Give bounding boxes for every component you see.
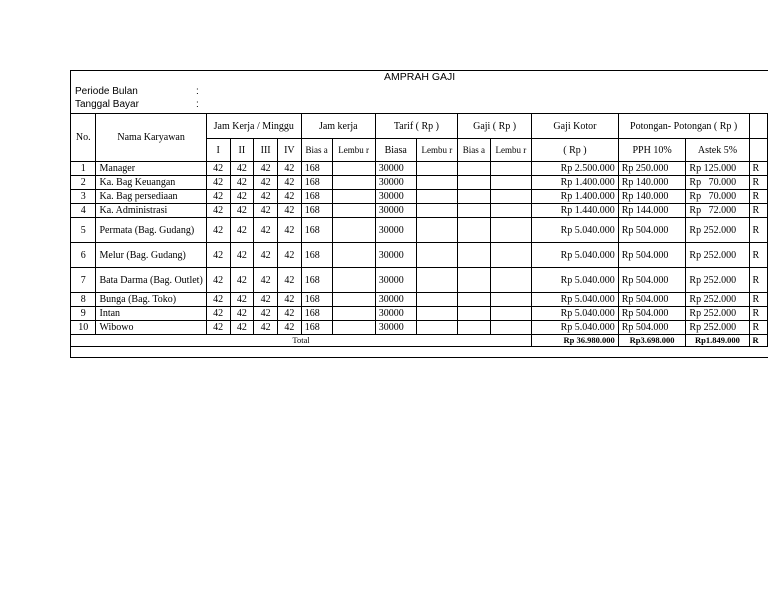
table-row — [71, 321, 768, 335]
table-row — [71, 162, 768, 176]
cell-w2: 42 — [230, 268, 254, 293]
cell-w1: 42 — [206, 162, 230, 176]
cell-astek: Rp 252.000 — [686, 321, 749, 335]
cell-extra: R — [749, 190, 767, 204]
cell-kotor: Rp 5.040.000 — [532, 321, 619, 335]
tanggal-colon: : — [196, 99, 199, 110]
cell-pph: Rp 144.000 — [618, 204, 686, 218]
cell-extra: R — [749, 218, 767, 243]
cell-extra: R — [749, 307, 767, 321]
header-no: No. — [71, 114, 96, 162]
cell-no: 7 — [71, 268, 96, 293]
cell-w1: 42 — [206, 190, 230, 204]
cell-w4: 42 — [277, 204, 301, 218]
cell-tarif-lembur — [416, 243, 458, 268]
cell-w1: 42 — [206, 268, 230, 293]
cell-extra: R — [749, 204, 767, 218]
cell-w3: 42 — [254, 243, 278, 268]
cell-astek: Rp 70.000 — [686, 190, 749, 204]
cell-extra: R — [749, 176, 767, 190]
cell-tarif-lembur — [416, 293, 458, 307]
cell-jam: 168 — [301, 268, 332, 293]
total-pph: Rp3.698.000 — [618, 335, 686, 347]
cell-gaji-biasa — [458, 243, 491, 268]
cell-tarif-lembur — [416, 307, 458, 321]
cell-w4: 42 — [277, 293, 301, 307]
table-row — [71, 243, 768, 268]
cell-pph: Rp 504.000 — [618, 293, 686, 307]
cell-kotor: Rp 5.040.000 — [532, 218, 619, 243]
cell-w3: 42 — [254, 218, 278, 243]
cell-tarif-lembur — [416, 204, 458, 218]
cell-no: 1 — [71, 162, 96, 176]
periode-label: Periode Bulan — [75, 86, 138, 97]
cell-gaji-lembur — [490, 307, 532, 321]
cell-tarif: 30000 — [375, 218, 416, 243]
cell-gaji-lembur — [490, 243, 532, 268]
cell-w2: 42 — [230, 190, 254, 204]
table-row — [71, 307, 768, 321]
cell-lembur — [332, 218, 375, 243]
header-week-1: I — [206, 139, 230, 162]
cell-kotor: Rp 5.040.000 — [532, 307, 619, 321]
cell-nama: Melur (Bag. Gudang) — [96, 243, 206, 268]
cell-nama: Manager — [96, 162, 206, 176]
header-gaji-kotor: Gaji Kotor — [532, 114, 619, 139]
cell-jam: 168 — [301, 218, 332, 243]
header-gaji-biasa: Bias a — [458, 139, 491, 162]
cell-gaji-biasa — [458, 268, 491, 293]
cell-jam: 168 — [301, 162, 332, 176]
header-week-3: III — [254, 139, 278, 162]
cell-tarif-lembur — [416, 218, 458, 243]
cell-w1: 42 — [206, 176, 230, 190]
cell-pph: Rp 504.000 — [618, 321, 686, 335]
cell-extra: R — [749, 268, 767, 293]
cell-w2: 42 — [230, 293, 254, 307]
cell-no: 8 — [71, 293, 96, 307]
cell-jam: 168 — [301, 307, 332, 321]
cell-w1: 42 — [206, 243, 230, 268]
cell-astek: Rp 252.000 — [686, 293, 749, 307]
header-row-1 — [71, 114, 768, 139]
periode-colon: : — [196, 86, 199, 97]
table-row — [71, 293, 768, 307]
cell-astek: Rp 252.000 — [686, 307, 749, 321]
header-tarif-biasa: Biasa — [375, 139, 416, 162]
cell-w4: 42 — [277, 176, 301, 190]
cell-w3: 42 — [254, 204, 278, 218]
cell-no: 9 — [71, 307, 96, 321]
cell-gaji-biasa — [458, 218, 491, 243]
cell-gaji-lembur — [490, 176, 532, 190]
cell-pph: Rp 504.000 — [618, 218, 686, 243]
cell-w3: 42 — [254, 190, 278, 204]
cell-nama: Permata (Bag. Gudang) — [96, 218, 206, 243]
cell-lembur — [332, 176, 375, 190]
header-rp: ( Rp ) — [532, 139, 619, 162]
cell-astek: Rp 252.000 — [686, 243, 749, 268]
cell-tarif: 30000 — [375, 176, 416, 190]
cell-pph: Rp 140.000 — [618, 176, 686, 190]
cell-pph: Rp 250.000 — [618, 162, 686, 176]
cell-tarif-lembur — [416, 190, 458, 204]
header-week-2: II — [230, 139, 254, 162]
cell-astek: Rp 125.000 — [686, 162, 749, 176]
cell-w1: 42 — [206, 321, 230, 335]
cell-jam: 168 — [301, 190, 332, 204]
cell-tarif-lembur — [416, 321, 458, 335]
cell-w2: 42 — [230, 162, 254, 176]
cell-gaji-lembur — [490, 190, 532, 204]
cell-lembur — [332, 190, 375, 204]
cell-astek: Rp 252.000 — [686, 268, 749, 293]
cell-extra: R — [749, 293, 767, 307]
cell-pph: Rp 504.000 — [618, 243, 686, 268]
header-gaji-lembur: Lembu r — [490, 139, 532, 162]
tanggal-label: Tanggal Bayar — [75, 99, 139, 110]
cell-w2: 42 — [230, 218, 254, 243]
cell-astek: Rp 72.000 — [686, 204, 749, 218]
cell-kotor: Rp 1.440.000 — [532, 204, 619, 218]
cell-astek: Rp 252.000 — [686, 218, 749, 243]
header-tarif-lembur: Lembu r — [416, 139, 458, 162]
cell-nama: Intan — [96, 307, 206, 321]
cell-tarif: 30000 — [375, 204, 416, 218]
cell-jam: 168 — [301, 243, 332, 268]
cell-no: 5 — [71, 218, 96, 243]
cell-tarif: 30000 — [375, 293, 416, 307]
total-astek: Rp1.849.000 — [686, 335, 749, 347]
total-row — [71, 335, 768, 347]
cell-no: 10 — [71, 321, 96, 335]
cell-jam: 168 — [301, 176, 332, 190]
cell-gaji-lembur — [490, 321, 532, 335]
cell-kotor: Rp 5.040.000 — [532, 268, 619, 293]
cell-w4: 42 — [277, 307, 301, 321]
cell-extra: R — [749, 321, 767, 335]
cell-gaji-biasa — [458, 293, 491, 307]
cell-nama: Bata Darma (Bag. Outlet) — [96, 268, 206, 293]
cell-w3: 42 — [254, 176, 278, 190]
cell-lembur — [332, 243, 375, 268]
cell-kotor: Rp 1.400.000 — [532, 176, 619, 190]
cell-gaji-biasa — [458, 321, 491, 335]
cell-nama: Ka. Bag Keuangan — [96, 176, 206, 190]
header-jam-lembur: Lembu r — [332, 139, 375, 162]
header-pph: PPH 10% — [618, 139, 686, 162]
cell-w3: 42 — [254, 268, 278, 293]
cell-gaji-lembur — [490, 218, 532, 243]
payroll-table — [70, 113, 768, 347]
total-kotor: Rp 36.980.000 — [532, 335, 619, 347]
cell-gaji-biasa — [458, 307, 491, 321]
cell-gaji-biasa — [458, 176, 491, 190]
cell-nama: Wibowo — [96, 321, 206, 335]
cell-w2: 42 — [230, 204, 254, 218]
cell-w2: 42 — [230, 321, 254, 335]
cell-no: 3 — [71, 190, 96, 204]
cell-gaji-biasa — [458, 204, 491, 218]
cell-gaji-lembur — [490, 268, 532, 293]
header-week-4: IV — [277, 139, 301, 162]
cell-tarif: 30000 — [375, 243, 416, 268]
cell-no: 2 — [71, 176, 96, 190]
cell-jam: 168 — [301, 321, 332, 335]
cell-lembur — [332, 268, 375, 293]
cell-astek: Rp 70.000 — [686, 176, 749, 190]
header-nama: Nama Karyawan — [96, 114, 206, 162]
cell-tarif: 30000 — [375, 190, 416, 204]
cell-extra: R — [749, 162, 767, 176]
cell-pph: Rp 504.000 — [618, 307, 686, 321]
cell-tarif-lembur — [416, 268, 458, 293]
cell-kotor: Rp 5.040.000 — [532, 243, 619, 268]
header-astek: Astek 5% — [686, 139, 749, 162]
cell-w3: 42 — [254, 162, 278, 176]
cell-tarif: 30000 — [375, 162, 416, 176]
cell-kotor: Rp 2.500.000 — [532, 162, 619, 176]
cell-w2: 42 — [230, 307, 254, 321]
cell-tarif: 30000 — [375, 268, 416, 293]
cell-tarif-lembur — [416, 162, 458, 176]
cell-tarif-lembur — [416, 176, 458, 190]
cell-no: 6 — [71, 243, 96, 268]
header-jam-kerja-minggu: Jam Kerja / Minggu — [206, 114, 301, 139]
header-jam-kerja: Jam kerja — [301, 114, 375, 139]
cell-jam: 168 — [301, 204, 332, 218]
cell-pph: Rp 504.000 — [618, 268, 686, 293]
table-row — [71, 204, 768, 218]
header-gaji: Gaji ( Rp ) — [458, 114, 532, 139]
cell-nama: Ka. Administrasi — [96, 204, 206, 218]
cell-w1: 42 — [206, 204, 230, 218]
header-extra-2 — [749, 139, 767, 162]
table-row — [71, 190, 768, 204]
cell-tarif: 30000 — [375, 321, 416, 335]
cell-w2: 42 — [230, 243, 254, 268]
cell-no: 4 — [71, 204, 96, 218]
cell-lembur — [332, 204, 375, 218]
cell-jam: 168 — [301, 293, 332, 307]
cell-tarif: 30000 — [375, 307, 416, 321]
cell-pph: Rp 140.000 — [618, 190, 686, 204]
table-row — [71, 176, 768, 190]
cell-lembur — [332, 293, 375, 307]
cell-w4: 42 — [277, 268, 301, 293]
cell-extra: R — [749, 243, 767, 268]
cell-gaji-biasa — [458, 190, 491, 204]
cell-lembur — [332, 307, 375, 321]
cell-w4: 42 — [277, 218, 301, 243]
header-jam-biasa: Bias a — [301, 139, 332, 162]
cell-w4: 42 — [277, 190, 301, 204]
cell-kotor: Rp 1.400.000 — [532, 190, 619, 204]
header-tarif: Tarif ( Rp ) — [375, 114, 457, 139]
cell-w1: 42 — [206, 293, 230, 307]
cell-lembur — [332, 321, 375, 335]
cell-w1: 42 — [206, 218, 230, 243]
cell-gaji-lembur — [490, 204, 532, 218]
cell-nama: Bunga (Bag. Toko) — [96, 293, 206, 307]
header-potongan: Potongan- Potongan ( Rp ) — [618, 114, 749, 139]
cell-w4: 42 — [277, 162, 301, 176]
cell-w4: 42 — [277, 243, 301, 268]
cell-w3: 42 — [254, 307, 278, 321]
document-title: AMPRAH GAJI — [384, 71, 456, 83]
cell-gaji-lembur — [490, 162, 532, 176]
cell-nama: Ka. Bag persediaan — [96, 190, 206, 204]
cell-w4: 42 — [277, 321, 301, 335]
cell-w3: 42 — [254, 321, 278, 335]
total-label: Total — [71, 335, 532, 347]
cell-gaji-lembur — [490, 293, 532, 307]
header-extra — [749, 114, 767, 139]
total-extra: R — [749, 335, 767, 347]
table-row — [71, 268, 768, 293]
cell-w3: 42 — [254, 293, 278, 307]
table-row — [71, 218, 768, 243]
cell-kotor: Rp 5.040.000 — [532, 293, 619, 307]
cell-w2: 42 — [230, 176, 254, 190]
cell-w1: 42 — [206, 307, 230, 321]
cell-lembur — [332, 162, 375, 176]
cell-gaji-biasa — [458, 162, 491, 176]
